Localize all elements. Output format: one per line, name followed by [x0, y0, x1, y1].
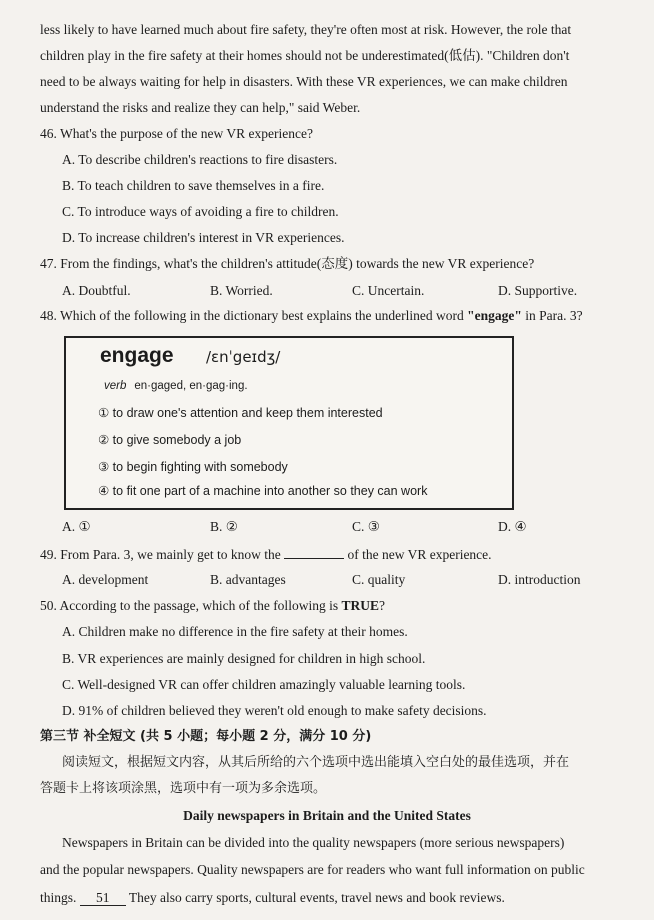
dictionary-definition-1: ① to draw one's attention and keep them interested — [98, 406, 383, 420]
dictionary-pronunciation: /ɛnˈgeɪdʒ/ — [206, 348, 281, 366]
q47-option-a[interactable]: A. Doubtful. — [62, 283, 131, 298]
passage-text: things. — [40, 890, 77, 905]
q50-stem-pre: 50. According to the passage, which of the following is — [40, 598, 342, 613]
dictionary-headword: engage — [100, 344, 174, 367]
q50-option-a[interactable]: A. Children make no difference in the fire safety at their homes. — [62, 624, 408, 639]
q48-option-c[interactable]: C. ③ — [352, 519, 380, 534]
passage-text: They also carry sports, cultural events, travel news and book reviews. — [128, 890, 505, 905]
blank-51: 51 — [80, 890, 126, 906]
question-48-stem — [40, 307, 583, 325]
q47-option-d[interactable]: D. Supportive. — [498, 283, 578, 298]
q48-option-d[interactable]: D. ④ — [498, 519, 527, 534]
dictionary-definition-4: ④ to fit one part of a machine into another so they can work — [98, 484, 428, 498]
q47-options — [62, 282, 622, 300]
q47-option-c[interactable]: C. Uncertain. — [352, 283, 425, 298]
dictionary-forms — [104, 378, 248, 394]
q48-option-b[interactable]: B. ② — [210, 519, 238, 534]
answer-blank — [284, 545, 344, 559]
q49-stem-post: of the new VR experience. — [347, 547, 492, 562]
q50-option-c[interactable]: C. Well-designed VR can offer children amazingly valuable learning tools. — [62, 677, 466, 692]
q49-options — [62, 571, 622, 589]
q49-option-a[interactable]: A. development — [62, 572, 149, 587]
passage-line: less likely to have learned much about fire safety, they're often most at risk. However, the role that — [40, 22, 572, 37]
passage-line: need to be always waiting for help in disasters. With these VR experiences, we can make children — [40, 74, 568, 89]
q49-option-c[interactable]: C. quality — [352, 572, 406, 587]
q48-stem-post: in Para. 3? — [521, 308, 583, 323]
q49-stem-pre: 49. From Para. 3, we mainly get to know the — [40, 547, 281, 562]
dictionary-inflections: en·gaged, en·gag·ing. — [134, 380, 248, 392]
q47-option-b[interactable]: B. Worried. — [210, 283, 273, 298]
q48-options — [62, 518, 622, 536]
dictionary-definition-3: ③ to begin fighting with somebody — [98, 460, 288, 474]
q46-option-c[interactable]: C. To introduce ways of avoiding a fire to children. — [62, 204, 339, 219]
q48-stem-word: "engage" — [467, 308, 522, 323]
dictionary-definition-2: ② to give somebody a job — [98, 433, 242, 447]
q46-option-b[interactable]: B. To teach children to save themselves in a fire. — [62, 178, 325, 193]
q50-option-d[interactable]: D. 91% of children believed they weren't old enough to make safety decisions. — [62, 703, 487, 718]
q48-stem-pre: 48. Which of the following in the dictionary best explains the underlined word — [40, 308, 468, 323]
q46-option-a[interactable]: A. To describe children's reactions to fire disasters. — [62, 152, 338, 167]
q50-stem-post: ? — [378, 598, 385, 613]
passage-line: Newspapers in Britain can be divided into the quality newspapers (more serious newspapers) — [62, 835, 565, 850]
section-heading: 第三节 补全短文 (共 5 小题；每小题 2 分，满分 10 分) — [40, 729, 372, 744]
question-49-stem — [40, 545, 492, 564]
dictionary-part-of-speech: verb — [104, 380, 127, 392]
q46-option-d[interactable]: D. To increase children's interest in VR experiences. — [62, 230, 345, 245]
passage-last-line — [40, 889, 505, 907]
q50-stem-bold: TRUE — [341, 598, 379, 613]
question-50-stem — [40, 597, 385, 615]
passage-line: and the popular newspapers. Quality newspapers are for readers who want full information on public — [40, 862, 585, 877]
section-instructions-line: 阅读短文，根据短文内容，从其后所给的六个选项中选出能填入空白处的最佳选项，并在 — [62, 755, 570, 770]
dictionary-entry-box — [64, 336, 514, 510]
passage-line: children play in the fire safety at their homes should not be underestimated(低估). "Children don't — [40, 48, 570, 63]
q50-option-b[interactable]: B. VR experiences are mainly designed for children in high school. — [62, 651, 426, 666]
question-46-stem: 46. What's the purpose of the new VR experience? — [40, 126, 313, 141]
q48-option-a[interactable]: A. ① — [62, 519, 91, 534]
question-47-stem: 47. From the findings, what's the children's attitude(态度) towards the new VR experience? — [40, 256, 535, 271]
q49-option-d[interactable]: D. introduction — [498, 572, 581, 587]
q49-option-b[interactable]: B. advantages — [210, 572, 286, 587]
passage-line: understand the risks and realize they can help," said Weber. — [40, 100, 361, 115]
passage-title: Daily newspapers in Britain and the United States — [183, 808, 471, 823]
section-instructions-line: 答题卡上将该项涂黑，选项中有一项为多余选项。 — [40, 781, 327, 796]
